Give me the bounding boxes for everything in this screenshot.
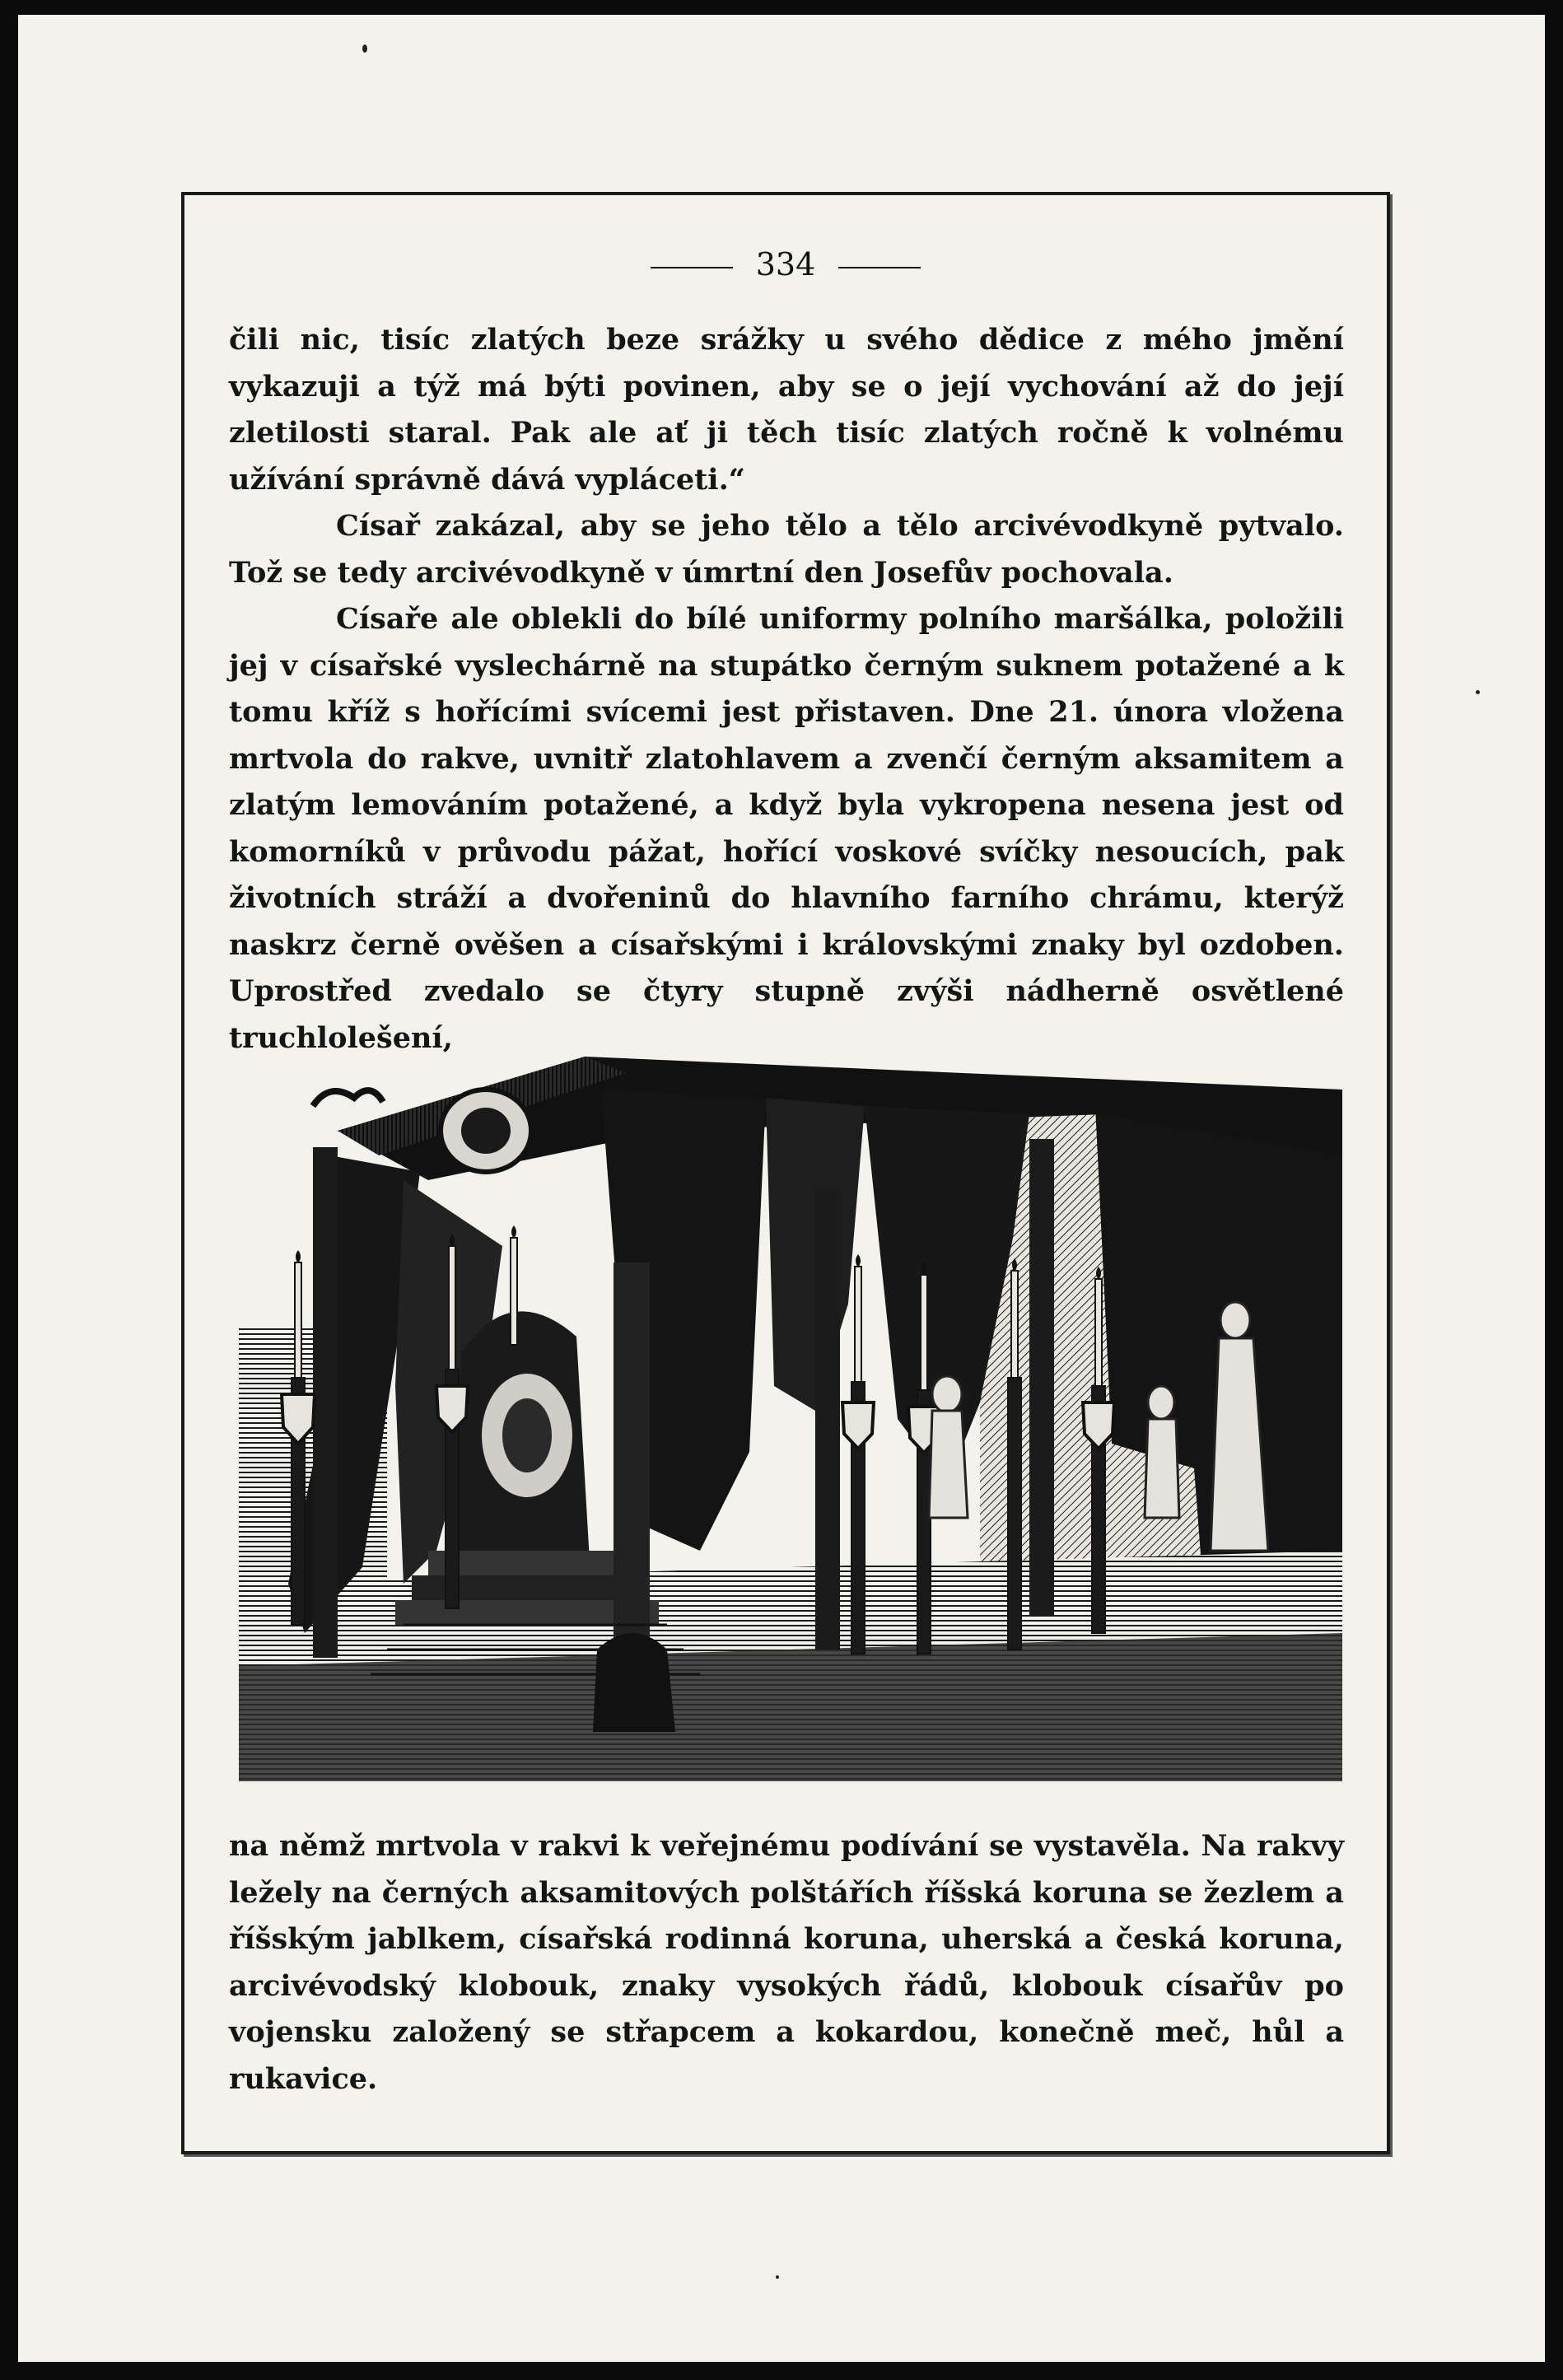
ink-speck: [1476, 690, 1480, 694]
page-number: 334: [755, 246, 816, 282]
page-header: [184, 246, 1387, 282]
paragraph-4: na němž mrtvola v rakvi k veřejnému podívání se vystavěla. Na rakvy ležely na černých aksamitových polštářích říšská koruna se žezlem a říšským jablkem, císařská rodinná koruna, uherská a česká koruna, arcivévodský klobouk, znaky vysokých řádů, klobouk císařův po vojensku založený se střapcem a kokardou, konečně meč, hůl a rukavice.: [229, 1829, 1344, 2096]
page-frame: [181, 192, 1390, 2154]
ink-speck: [776, 2275, 779, 2279]
body-text-top: [229, 317, 1344, 1062]
engraving-image: [239, 1057, 1342, 1781]
scanned-page: [18, 15, 1545, 2362]
header-rule-left: [651, 267, 733, 268]
catafalque-engraving: [239, 1057, 1342, 1781]
paragraph-1: čili nic, tisíc zlatých beze srážky u svého dědice z mého jmění vykazuji a týž má býti povinen, aby se o její vychování až do její zletilosti staral. Pak ale ať ji těch tisíc zlatých ročně k volnému užívání správně dává vypláceti.“: [229, 323, 1344, 497]
header-rule-right: [838, 267, 921, 268]
body-text-bottom: [229, 1823, 1344, 2102]
paragraph-2: Císař zakázal, aby se jeho tělo a tělo arcivévodkyně pytvalo. Tož se tedy arcivévodkyně v úmrtní den Josefův pochovala.: [229, 509, 1344, 590]
ink-speck: [362, 44, 367, 53]
paragraph-3: Císaře ale oblekli do bílé uniformy polního maršálka, položili jej v císařské vyslechárně na stupátko černým suknem potažené a k tomu kříž s hořícími svícemi jest přistaven. Dne 21. února vložena mrtvola do rakve, uvnitř zlatohlavem a zvenčí černým aksamitem a zlatým lemováním potažené, a když byla vykropena nesena jest od komorníků v průvodu pážat, hořící voskové svíčky nesoucích, pak životních stráží a dvořeninů do hlavního farního chrámu, kterýž naskrz černě ověšen a císařskými i královskými znaky byl ozdoben. Uprostřed zvedalo se čtyry stupně zvýši nádherně osvětlené truchlolešení,: [229, 602, 1344, 1055]
